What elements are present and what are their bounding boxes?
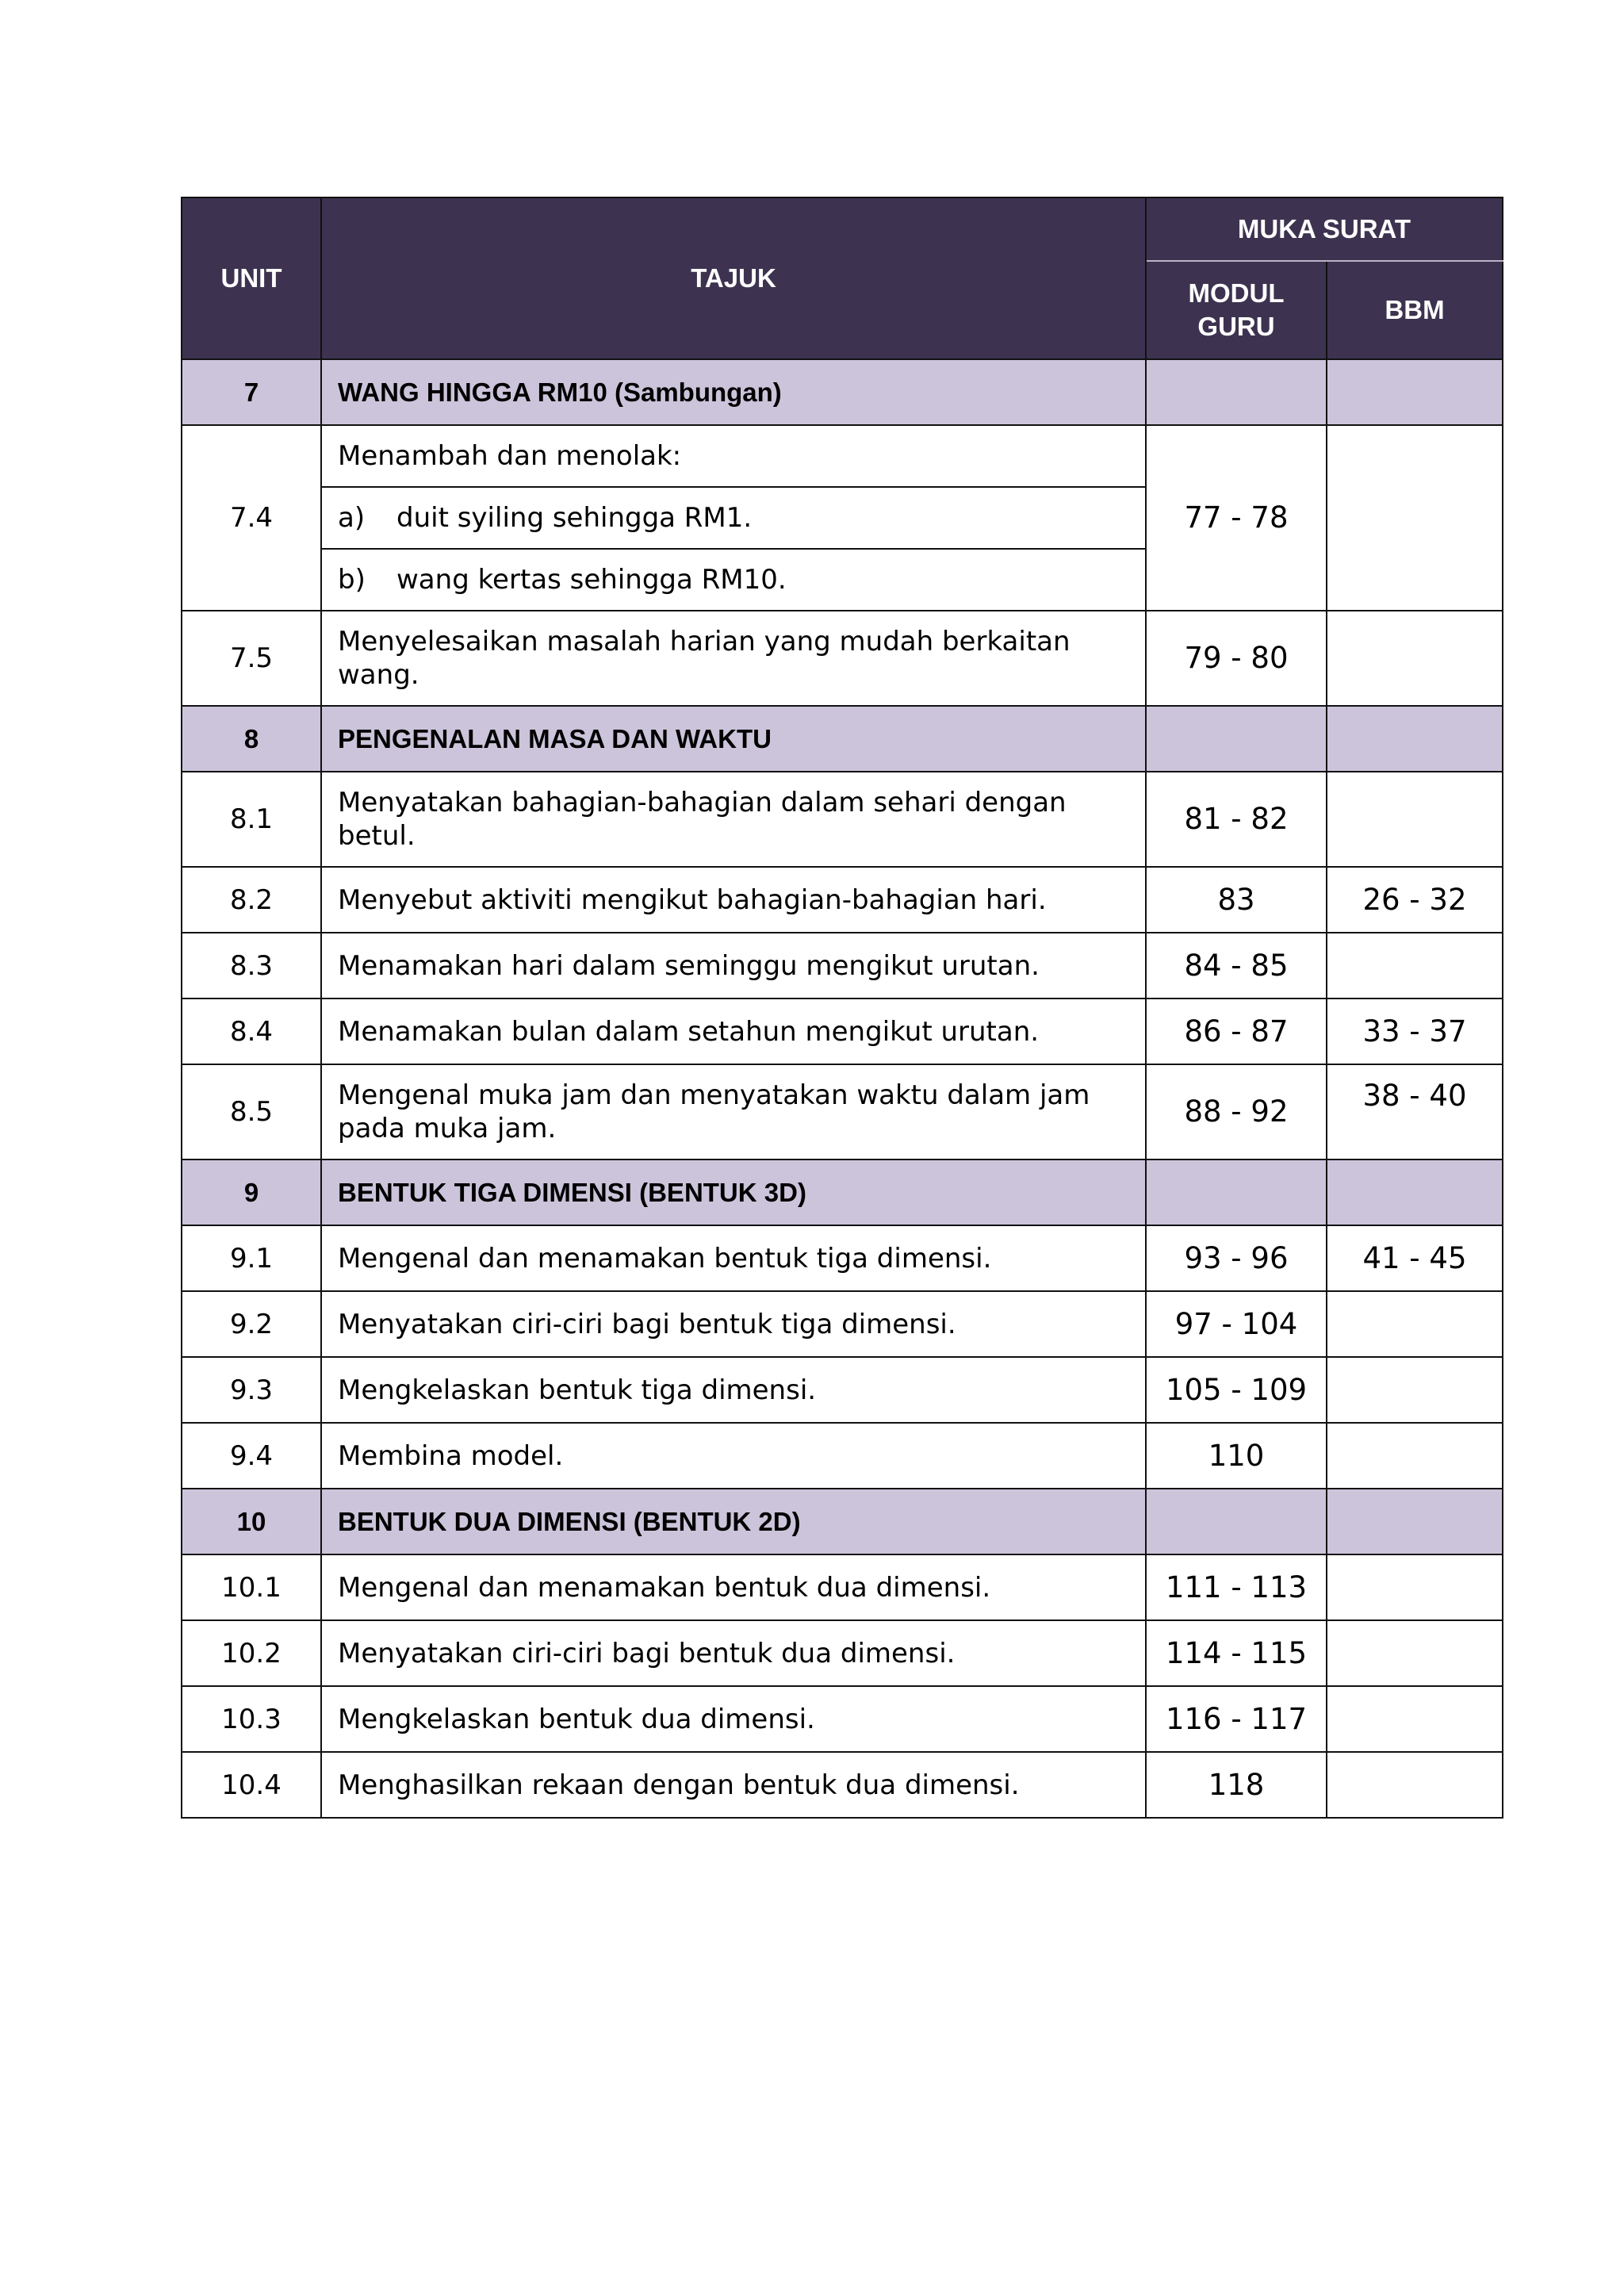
table-row bbox=[182, 1423, 1503, 1489]
item-title: Mengenal dan menamakan bentuk dua dimensi. bbox=[321, 1554, 1146, 1620]
item-title: Menambah dan menolak: bbox=[321, 425, 1146, 487]
unit-heading-row bbox=[182, 1489, 1503, 1554]
modul-guru-page: 110 bbox=[1146, 1423, 1327, 1489]
item-title: Menyatakan ciri-ciri bagi bentuk dua dimensi. bbox=[321, 1620, 1146, 1686]
item-title: Mengkelaskan bentuk tiga dimensi. bbox=[321, 1357, 1146, 1423]
item-title: Menamakan bulan dalam setahun mengikut urutan. bbox=[321, 999, 1146, 1064]
bbm-page bbox=[1327, 1357, 1503, 1423]
sub-item bbox=[321, 487, 1146, 549]
modul-guru-page: 77 - 78 bbox=[1146, 425, 1327, 611]
table-row bbox=[182, 1064, 1503, 1159]
bbm-page: 38 - 40 bbox=[1327, 1064, 1503, 1159]
table-row bbox=[182, 867, 1503, 933]
unit-bbm-cell bbox=[1327, 706, 1503, 772]
item-title: Menyelesaikan masalah harian yang mudah berkaitan wang. bbox=[321, 611, 1146, 706]
unit-title: PENGENALAN MASA DAN WAKTU bbox=[321, 706, 1146, 772]
item-title: Mengkelaskan bentuk dua dimensi. bbox=[321, 1686, 1146, 1752]
bbm-page bbox=[1327, 772, 1503, 867]
table-row bbox=[182, 772, 1503, 867]
item-number: 10.3 bbox=[182, 1686, 321, 1752]
item-title: Menamakan hari dalam seminggu mengikut urutan. bbox=[321, 933, 1146, 999]
bbm-page bbox=[1327, 611, 1503, 706]
sub-item-text: wang kertas sehingga RM10. bbox=[396, 564, 787, 596]
bbm-page bbox=[1327, 1291, 1503, 1357]
table-row bbox=[182, 1620, 1503, 1686]
item-number: 8.2 bbox=[182, 867, 321, 933]
modul-guru-page: 111 - 113 bbox=[1146, 1554, 1327, 1620]
item-title: Mengenal muka jam dan menyatakan waktu dalam jam pada muka jam. bbox=[321, 1064, 1146, 1159]
table-body bbox=[182, 359, 1503, 1818]
item-number: 10.2 bbox=[182, 1620, 321, 1686]
item-number: 9.2 bbox=[182, 1291, 321, 1357]
item-title: Menyatakan bahagian-bahagian dalam sehari dengan betul. bbox=[321, 772, 1146, 867]
item-number: 7.4 bbox=[182, 425, 321, 611]
unit-page-cell bbox=[1146, 1159, 1327, 1225]
unit-heading-row bbox=[182, 706, 1503, 772]
sub-item bbox=[321, 549, 1146, 611]
unit-bbm-cell bbox=[1327, 1489, 1503, 1554]
item-title: Menyebut aktiviti mengikut bahagian-bahagian hari. bbox=[321, 867, 1146, 933]
modul-guru-page: 81 - 82 bbox=[1146, 772, 1327, 867]
bbm-header: BBM bbox=[1327, 261, 1503, 359]
table-row bbox=[182, 1357, 1503, 1423]
unit-bbm-cell bbox=[1327, 1159, 1503, 1225]
table-row bbox=[182, 1554, 1503, 1620]
table-row bbox=[182, 999, 1503, 1064]
modul-guru-page: 86 - 87 bbox=[1146, 999, 1327, 1064]
unit-bbm-cell bbox=[1327, 359, 1503, 425]
item-number: 9.4 bbox=[182, 1423, 321, 1489]
bbm-page bbox=[1327, 1686, 1503, 1752]
table-row bbox=[182, 933, 1503, 999]
bbm-page: 33 - 37 bbox=[1327, 999, 1503, 1064]
item-number: 8.5 bbox=[182, 1064, 321, 1159]
bbm-page bbox=[1327, 933, 1503, 999]
bbm-page: 26 - 32 bbox=[1327, 867, 1503, 933]
modul-guru-page: 118 bbox=[1146, 1752, 1327, 1818]
unit-page-cell bbox=[1146, 1489, 1327, 1554]
item-number: 9.1 bbox=[182, 1225, 321, 1291]
sub-item-text: duit syiling sehingga RM1. bbox=[396, 502, 753, 534]
item-number: 10.4 bbox=[182, 1752, 321, 1818]
sub-item-letter: b) bbox=[338, 564, 366, 596]
modul-guru-header: MODUL GURU bbox=[1146, 261, 1327, 359]
modul-guru-page: 88 - 92 bbox=[1146, 1064, 1327, 1159]
item-title: Menghasilkan rekaan dengan bentuk dua dimensi. bbox=[321, 1752, 1146, 1818]
unit-header: UNIT bbox=[182, 197, 321, 359]
unit-number: 7 bbox=[182, 359, 321, 425]
unit-title: WANG HINGGA RM10 (Sambungan) bbox=[321, 359, 1146, 425]
unit-page-cell bbox=[1146, 706, 1327, 772]
modul-guru-page: 93 - 96 bbox=[1146, 1225, 1327, 1291]
unit-number: 9 bbox=[182, 1159, 321, 1225]
modul-guru-page: 84 - 85 bbox=[1146, 933, 1327, 999]
unit-heading-row bbox=[182, 359, 1503, 425]
contents-table bbox=[181, 197, 1503, 1819]
bbm-page: 41 - 45 bbox=[1327, 1225, 1503, 1291]
item-title: Menyatakan ciri-ciri bagi bentuk tiga dimensi. bbox=[321, 1291, 1146, 1357]
unit-heading-row bbox=[182, 1159, 1503, 1225]
unit-title: BENTUK DUA DIMENSI (BENTUK 2D) bbox=[321, 1489, 1146, 1554]
table-row bbox=[182, 1225, 1503, 1291]
table-row bbox=[182, 611, 1503, 706]
bbm-page bbox=[1327, 1620, 1503, 1686]
modul-guru-page: 83 bbox=[1146, 867, 1327, 933]
bbm-page bbox=[1327, 1554, 1503, 1620]
tajuk-header: TAJUK bbox=[321, 197, 1146, 359]
item-number: 8.1 bbox=[182, 772, 321, 867]
unit-page-cell bbox=[1146, 359, 1327, 425]
unit-title: BENTUK TIGA DIMENSI (BENTUK 3D) bbox=[321, 1159, 1146, 1225]
modul-guru-page: 105 - 109 bbox=[1146, 1357, 1327, 1423]
unit-number: 10 bbox=[182, 1489, 321, 1554]
table-row bbox=[182, 1752, 1503, 1818]
table-row bbox=[182, 1291, 1503, 1357]
table-row bbox=[182, 425, 1503, 487]
item-number: 10.1 bbox=[182, 1554, 321, 1620]
item-title: Mengenal dan menamakan bentuk tiga dimensi. bbox=[321, 1225, 1146, 1291]
item-title: Membina model. bbox=[321, 1423, 1146, 1489]
sub-item-letter: a) bbox=[338, 502, 366, 534]
modul-guru-page: 79 - 80 bbox=[1146, 611, 1327, 706]
unit-number: 8 bbox=[182, 706, 321, 772]
muka-surat-header: MUKA SURAT bbox=[1146, 197, 1503, 261]
item-number: 7.5 bbox=[182, 611, 321, 706]
modul-guru-page: 97 - 104 bbox=[1146, 1291, 1327, 1357]
bbm-page bbox=[1327, 1423, 1503, 1489]
item-number: 8.3 bbox=[182, 933, 321, 999]
item-number: 8.4 bbox=[182, 999, 321, 1064]
item-number: 9.3 bbox=[182, 1357, 321, 1423]
modul-guru-page: 114 - 115 bbox=[1146, 1620, 1327, 1686]
table-row bbox=[182, 1686, 1503, 1752]
bbm-page bbox=[1327, 1752, 1503, 1818]
bbm-page bbox=[1327, 425, 1503, 611]
modul-guru-page: 116 - 117 bbox=[1146, 1686, 1327, 1752]
